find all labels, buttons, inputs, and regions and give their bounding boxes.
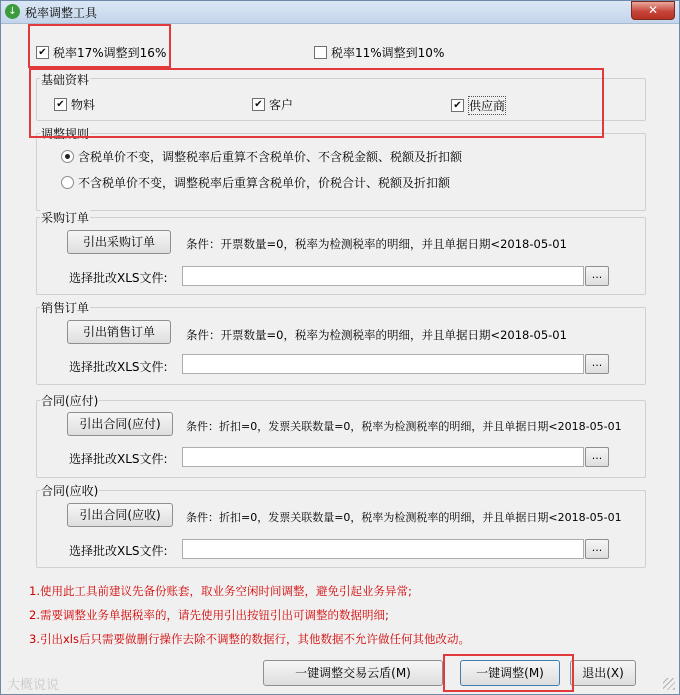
rule-option-1-radio [61,150,74,163]
purchase-order-title: 采购订单 [41,211,90,225]
material-check-icon: ✔ [54,98,67,111]
rule-option-1-label: 含税单价不变，调整税率后重算不含税单价、不含税金额、税额及折扣额 [78,150,463,164]
exit-button[interactable]: 退出(X) [570,660,636,686]
export-sales-order-button[interactable]: 引出销售订单 [67,320,171,344]
sales-order-title: 销售订单 [41,301,90,315]
highlight-rate17 [28,24,171,68]
app-icon: ↓ [5,4,20,19]
rule-option-2[interactable] [61,174,450,191]
contract-payable-browse-button[interactable]: ... [585,447,609,467]
contract-payable-title: 合同(应付) [41,394,99,408]
purchase-order-file-input[interactable] [182,266,584,286]
purchase-order-browse-button[interactable]: ... [585,266,609,286]
contract-receivable-condition: 条件：折扣=0，发票关联数量=0，税率为检测税率的明细，并且单据日期<2018-05-01 [186,511,622,524]
highlight-basic-data [29,68,604,138]
contract-receivable-title: 合同(应收) [41,484,99,498]
rule-option-2-radio [61,176,74,189]
supplier-check-icon: ✔ [451,99,464,112]
export-contract-receivable-button[interactable]: 引出合同(应收) [67,503,173,527]
rule-option-2-label: 不含税单价不变，调整税率后重算含税单价，价税合计、税额及折扣额 [78,176,451,190]
contract-receivable-file-label: 选择批改XLS文件: [69,544,168,558]
export-purchase-order-button[interactable]: 引出采购订单 [67,230,171,254]
watermark: 大概说说 [7,678,60,693]
contract-payable-file-label: 选择批改XLS文件: [69,452,168,466]
rate11-label: 税率11%调整到10% [331,46,445,60]
resize-grip[interactable] [663,678,675,690]
export-contract-payable-button[interactable]: 引出合同(应付) [67,412,173,436]
highlight-adjust-button [443,654,574,692]
supplier-label: 供应商 [468,96,506,115]
purchase-order-file-label: 选择批改XLS文件: [69,271,168,285]
material-label: 物料 [71,98,96,112]
purchase-order-condition: 条件：开票数量=0，税率为检测税率的明细，并且单据日期<2018-05-01 [186,237,567,251]
rules-title: 调整规则 [41,127,90,141]
basic-data-title: 基础资料 [41,73,90,87]
title-bar [1,1,679,24]
contract-receivable-browse-button[interactable]: ... [585,539,609,559]
cloud-adjust-button[interactable]: 一键调整交易云盾(M) [263,660,443,686]
note-3: 3.引出xls后只需要做删行操作去除不调整的数据行，其他数据不允许做任何其他改动。 [29,632,470,646]
contract-receivable-file-input[interactable] [182,539,584,559]
sales-order-file-input[interactable] [182,354,584,374]
one-click-adjust-button[interactable]: 一键调整(M) [460,660,560,686]
rate17-check-icon: ✔ [36,46,49,59]
customer-label: 客户 [269,98,294,112]
window-title: 税率调整工具 [25,6,98,20]
customer-check-icon: ✔ [252,98,265,111]
sales-order-browse-button[interactable]: ... [585,354,609,374]
rules-group [36,133,646,211]
rule-option-1[interactable] [61,148,462,165]
rate11-checkbox[interactable] [314,44,444,61]
contract-payable-file-input[interactable] [182,447,584,467]
note-2: 2.需要调整业务单据税率的，请先使用引出按钮引出可调整的数据明细; [29,608,389,622]
rate17-label: 税率17%调整到16% [53,46,167,60]
contract-payable-condition: 条件：折扣=0，发票关联数量=0，税率为检测税率的明细，并且单据日期<2018-05-01 [186,420,622,433]
close-button[interactable]: ✕ [631,1,675,20]
rate11-check-icon [314,46,327,59]
sales-order-file-label: 选择批改XLS文件: [69,360,168,374]
sales-order-condition: 条件：开票数量=0，税率为检测税率的明细，并且单据日期<2018-05-01 [186,328,567,342]
note-1: 1.使用此工具前建议先备份账套，取业务空闲时间调整，避免引起业务异常; [29,584,412,598]
